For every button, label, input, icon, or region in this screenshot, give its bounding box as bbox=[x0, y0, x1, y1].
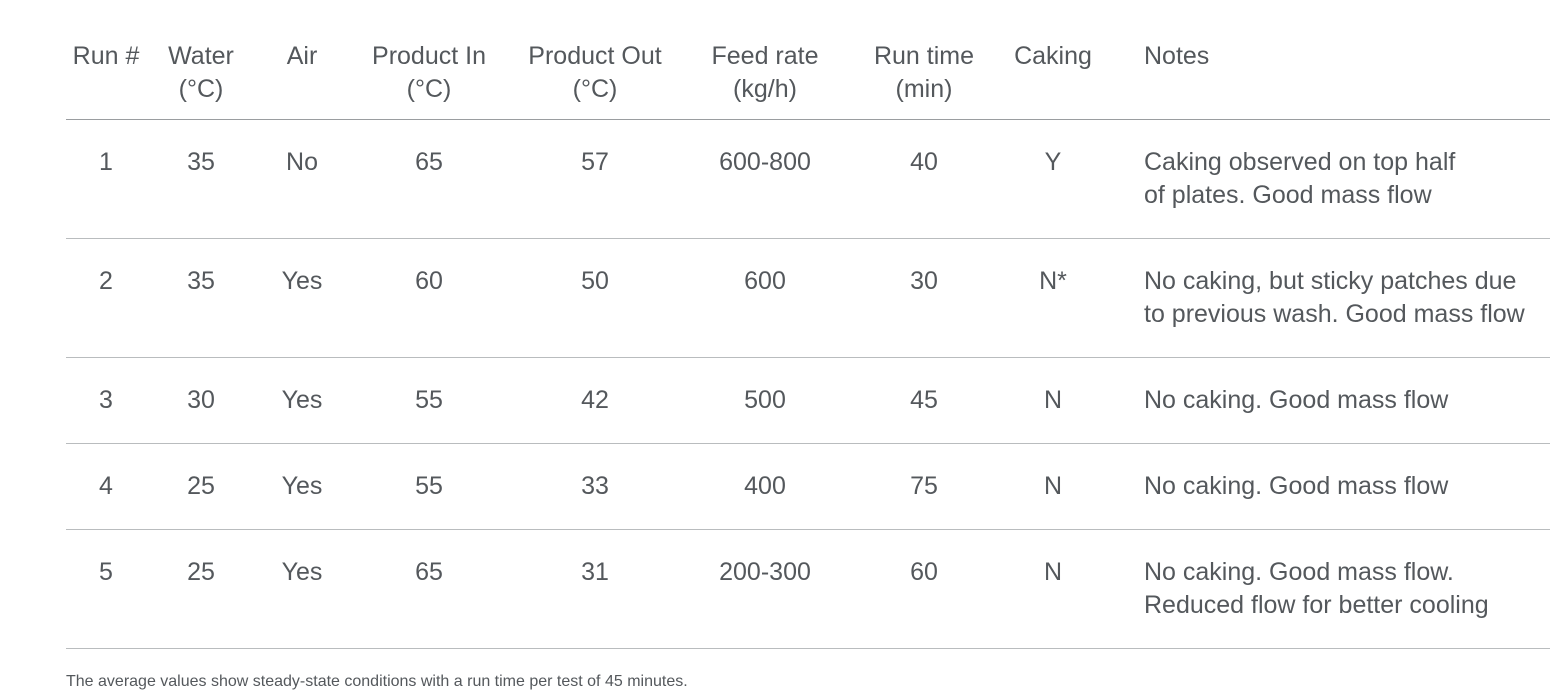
cell-run: 4 bbox=[99, 472, 113, 500]
cell-water: 35 bbox=[187, 148, 215, 176]
cell-air: Yes bbox=[281, 267, 323, 295]
cell-feed-rate: 600 bbox=[744, 267, 786, 295]
column-header-product-out bbox=[510, 40, 680, 120]
cell-run-time: 60 bbox=[910, 558, 938, 586]
cell-notes bbox=[1108, 444, 1550, 530]
cell-caking: Y bbox=[1044, 148, 1062, 176]
cell-product-out: 31 bbox=[581, 558, 609, 586]
column-header-water-line1: Water bbox=[168, 42, 234, 70]
column-header-product-out-line1: Product Out bbox=[528, 42, 662, 70]
cell-notes-line2: of plates. Good mass flow bbox=[1144, 181, 1432, 209]
cell-notes-line1: No caking. Good mass flow bbox=[1144, 386, 1449, 414]
cell-product-out: 50 bbox=[581, 267, 609, 295]
cell-water: 25 bbox=[187, 558, 215, 586]
run-results-table bbox=[66, 40, 1550, 649]
cell-product-in: 65 bbox=[415, 148, 443, 176]
cell-notes bbox=[1108, 358, 1550, 444]
column-header-notes bbox=[1108, 40, 1550, 120]
cell-notes-line2: to previous wash. Good mass flow bbox=[1144, 300, 1525, 328]
column-header-air bbox=[256, 40, 348, 120]
cell-notes bbox=[1108, 239, 1550, 358]
cell-notes-line1: No caking. Good mass flow. bbox=[1144, 558, 1454, 586]
column-header-feed-rate-line1: Feed rate bbox=[711, 42, 819, 70]
cell-product-out: 57 bbox=[581, 148, 609, 176]
cell-product-in: 55 bbox=[415, 386, 443, 414]
cell-run-time: 30 bbox=[910, 267, 938, 295]
column-header-feed-rate-line2: (kg/h) bbox=[733, 74, 797, 103]
table-footnote: The average values show steady-state conditions with a run time per test of 45 minutes. bbox=[66, 673, 688, 690]
cell-air: Yes bbox=[281, 558, 323, 586]
cell-water: 35 bbox=[187, 267, 215, 295]
table-body bbox=[66, 120, 1550, 649]
cell-notes-line1: No caking, but sticky patches due bbox=[1144, 267, 1517, 295]
cell-caking: N bbox=[1043, 558, 1063, 586]
column-header-caking bbox=[998, 40, 1108, 120]
column-header-caking-line1: Caking bbox=[1014, 42, 1092, 70]
column-header-notes-line1: Notes bbox=[1144, 42, 1210, 70]
cell-run: 5 bbox=[99, 558, 113, 586]
table-row bbox=[66, 444, 1550, 530]
cell-feed-rate: 400 bbox=[744, 472, 786, 500]
table-row bbox=[66, 120, 1550, 239]
cell-run: 3 bbox=[99, 386, 113, 414]
column-header-air-line1: Air bbox=[286, 42, 318, 70]
cell-product-out: 42 bbox=[581, 386, 609, 414]
cell-air: Yes bbox=[281, 386, 323, 414]
column-header-run-time-line2: (min) bbox=[895, 74, 953, 103]
column-header-water-line2: (°C) bbox=[178, 74, 224, 103]
table-header bbox=[66, 40, 1550, 120]
cell-feed-rate: 600-800 bbox=[719, 148, 811, 176]
cell-notes bbox=[1108, 530, 1550, 649]
cell-product-out: 33 bbox=[581, 472, 609, 500]
cell-notes bbox=[1108, 120, 1550, 239]
cell-run-time: 45 bbox=[910, 386, 938, 414]
column-header-product-out-line2: (°C) bbox=[572, 74, 618, 103]
cell-air: Yes bbox=[281, 472, 323, 500]
cell-run: 2 bbox=[99, 267, 113, 295]
table-row bbox=[66, 358, 1550, 444]
table-row bbox=[66, 530, 1550, 649]
cell-water: 25 bbox=[187, 472, 215, 500]
cell-run: 1 bbox=[99, 148, 113, 176]
cell-feed-rate: 500 bbox=[744, 386, 786, 414]
cell-product-in: 60 bbox=[415, 267, 443, 295]
column-header-product-in-line1: Product In bbox=[372, 42, 486, 70]
table-row bbox=[66, 239, 1550, 358]
cell-run-time: 40 bbox=[910, 148, 938, 176]
cell-caking: N bbox=[1043, 386, 1063, 414]
column-header-product-in bbox=[348, 40, 510, 120]
cell-feed-rate: 200-300 bbox=[719, 558, 811, 586]
cell-air: No bbox=[286, 148, 318, 176]
column-header-run-time bbox=[850, 40, 998, 120]
column-header-water bbox=[146, 40, 256, 120]
table-header-row bbox=[66, 40, 1550, 120]
cell-water: 30 bbox=[187, 386, 215, 414]
column-header-product-in-line2: (°C) bbox=[406, 74, 452, 103]
cell-notes-line1: Caking observed on top half bbox=[1144, 148, 1456, 176]
cell-notes-line2: Reduced flow for better cooling bbox=[1144, 591, 1489, 619]
column-header-run-line1: Run # bbox=[72, 42, 140, 70]
column-header-feed-rate bbox=[680, 40, 850, 120]
cell-product-in: 55 bbox=[415, 472, 443, 500]
column-header-run bbox=[66, 40, 146, 120]
cell-caking: N bbox=[1043, 472, 1063, 500]
cell-run-time: 75 bbox=[910, 472, 938, 500]
cell-notes-line1: No caking. Good mass flow bbox=[1144, 472, 1449, 500]
cell-caking: N* bbox=[1039, 267, 1067, 295]
column-header-run-time-line1: Run time bbox=[873, 42, 975, 70]
cell-product-in: 65 bbox=[415, 558, 443, 586]
